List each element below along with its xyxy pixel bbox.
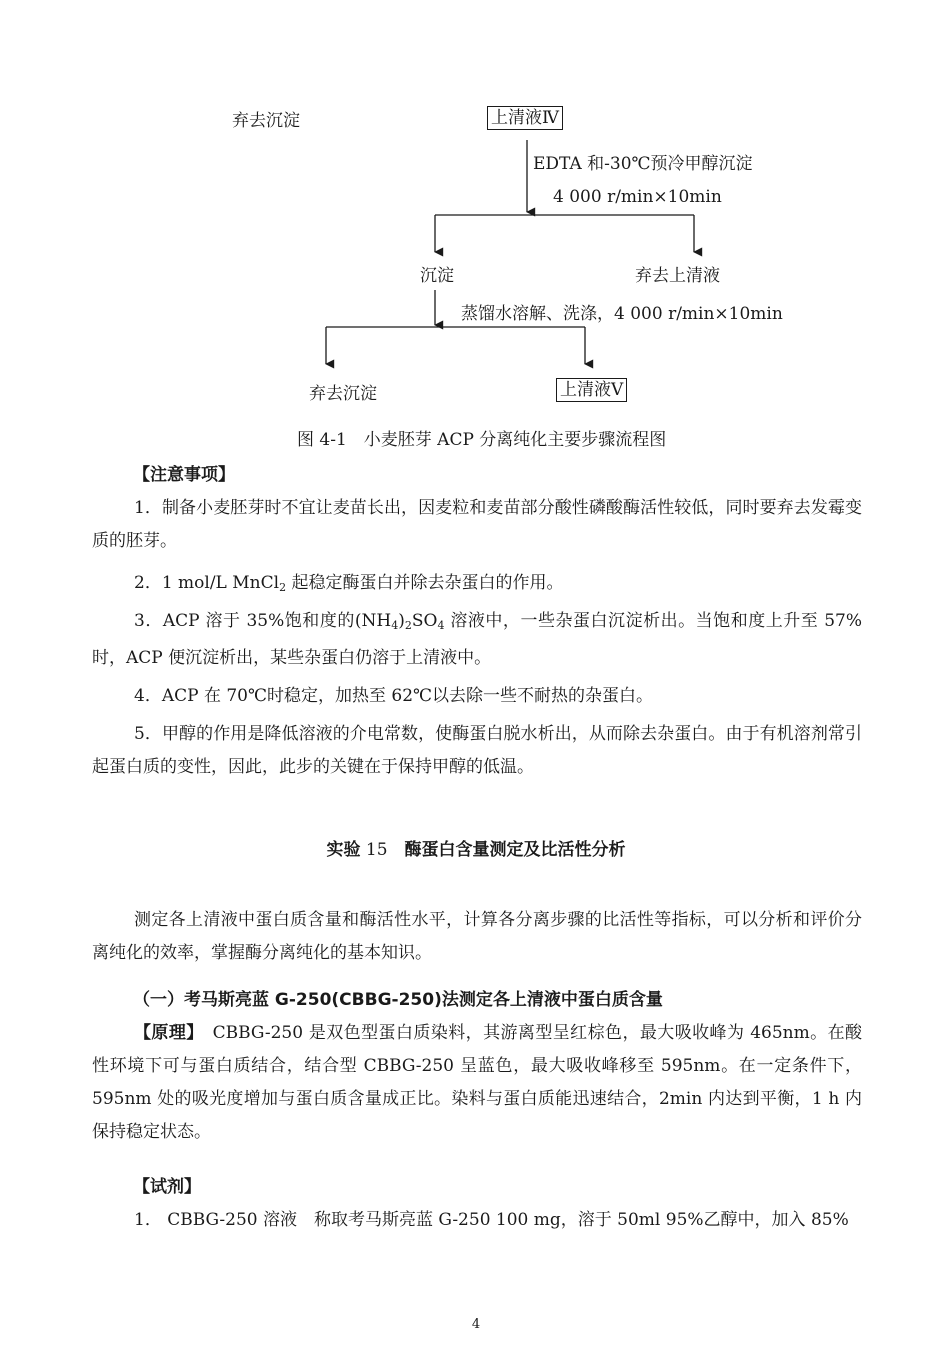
- principle-paragraph: 【原理】 CBBG-250 是双色型蛋白质染料，其游离型呈红棕色，最大吸收峰为 465nm。在酸性环境下可与蛋白质结合，结合型 CBBG-250 呈蓝色，最大吸收峰移至 595nm。在一定条件下，595nm 处的吸光度增加与蛋白质含量成正比。染料与蛋白质能迅速结合，2min 内达到平衡，1 h 内保持稳定状态。: [92, 1023, 863, 1142]
- reagent-item-1: 1． CBBG-250 溶液 称取考马斯亮蓝 G-250 100 mg，溶于 50ml 95%乙醇中，加入 85%: [134, 1210, 849, 1230]
- principle-label: 【原理】: [134, 1023, 196, 1043]
- supernatant-v-box: 上清液Ⅴ: [556, 378, 627, 402]
- discard-supernatant-label: 弃去上清液: [635, 266, 720, 286]
- note-item-4: 4．ACP 在 70℃时稳定，加热至 62℃以去除一些不耐热的杂蛋白。: [134, 686, 654, 706]
- reagents-heading: 【试剂】: [133, 1177, 201, 1197]
- step1-condition-line2: 4 000 r/min×10min: [553, 187, 722, 207]
- page-number: 4: [471, 1317, 481, 1332]
- note-item-1: 1．制备小麦胚芽时不宜让麦苗长出，因麦粒和麦苗部分酸性磷酸酶活性较低，同时要弃去发霉变质的胚芽。: [92, 498, 862, 551]
- discard-precipitate-label-2: 弃去沉淀: [309, 384, 377, 404]
- precipitate-label: 沉淀: [420, 266, 454, 286]
- notes-heading: 【注意事项】: [133, 465, 235, 485]
- note-item-2: 2．1 mol/L MnCl$_2$ 起稳定酶蛋白并除去杂蛋白的作用。: [134, 573, 564, 594]
- note-item-5: 5．甲醇的作用是降低溶液的介电常数，使酶蛋白脱水析出，从而除去杂蛋白。由于有机溶剂常引起蛋白质的变性，因此，此步的关键在于保持甲醇的低温。: [92, 724, 862, 777]
- flowchart-arrows: [0, 0, 952, 420]
- experiment-intro: 测定各上清液中蛋白质含量和酶活性水平，计算各分离步骤的比活性等指标，可以分析和评价分离纯化的效率，掌握酶分离纯化的基本知识。: [92, 910, 862, 963]
- section-1-heading: （一）考马斯亮蓝 G-250(CBBG-250)法测定各上清液中蛋白质含量: [133, 990, 663, 1010]
- step2-condition: 蒸馏水溶解、洗涤，4 000 r/min×10min: [461, 304, 783, 324]
- experiment-title: 实验 15 酶蛋白含量测定及比活性分析: [326, 840, 626, 860]
- figure-caption: 图 4-1 小麦胚芽 ACP 分离纯化主要步骤流程图: [297, 430, 667, 450]
- step1-condition-line1: EDTA 和-30℃预冷甲醇沉淀: [533, 154, 753, 174]
- supernatant-iv-box: 上清液Ⅳ: [487, 106, 563, 130]
- note-item-3: 3．ACP 溶于 35%饱和度的$(NH_4)_2SO_4$ 溶液中，一些杂蛋白沉淀析出。当饱和度上升至 57%时，ACP 便沉淀析出，某些杂蛋白仍溶于上清液中。: [92, 611, 863, 668]
- discard-precipitate-label-1: 弃去沉淀: [232, 111, 300, 131]
